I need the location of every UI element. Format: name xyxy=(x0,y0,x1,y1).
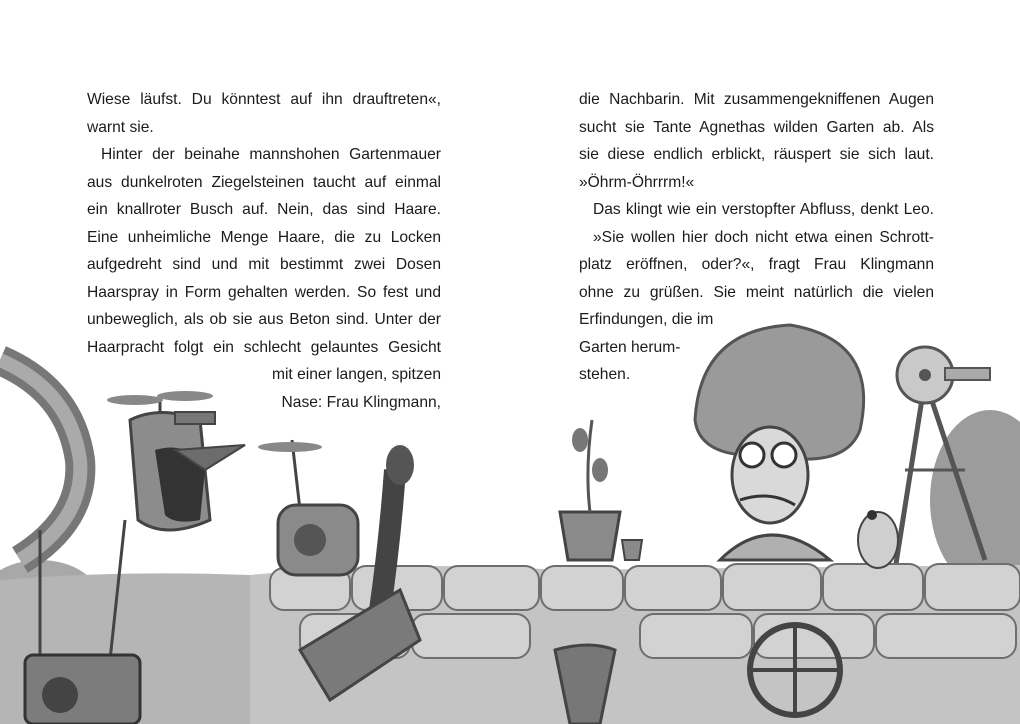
text-line: Eine unheimliche Menge Haare, die zu Locken xyxy=(87,228,441,246)
text-line: aus dunkelroten Ziegelsteinen taucht auf einmal xyxy=(87,173,441,191)
text-line: Nase: Frau Klingmann, xyxy=(281,393,441,411)
text-line: die Nachbarin. Mit zusammengekniffenen Augen xyxy=(579,91,934,108)
right-text-column xyxy=(579,86,934,389)
potted-plant-icon xyxy=(560,420,642,560)
toaster-robot-icon xyxy=(258,440,358,575)
text-line: Garten herum- xyxy=(579,338,681,356)
text-line: sucht sie Tante Agnethas wilden Garten ab. Als xyxy=(579,118,934,136)
left-text-column xyxy=(87,86,441,416)
text-line: platz eröffnen, oder?«, fragt Frau Klingmann xyxy=(579,256,934,273)
bird-icon xyxy=(858,510,898,568)
text-line: warnt sie. xyxy=(87,118,154,136)
text-line: mit einer langen, spitzen xyxy=(271,366,441,383)
text-line: Das klingt wie ein verstopfter Abfluss, denkt Leo. xyxy=(593,201,934,218)
text-line: Erfindungen, die im xyxy=(579,311,714,328)
text-line: ohne zu grüßen. Sie meint natürlich die vielen xyxy=(579,283,934,301)
text-line: Haarpracht folgt ein schlecht gelauntes Gesicht xyxy=(87,338,441,356)
text-line: Hinter der beinahe mannshohen Gartenmauer xyxy=(101,146,441,163)
text-line: Wiese läufst. Du könntest auf ihn drauftreten«, xyxy=(87,91,441,108)
text-line: Haarspray in Form gehalten werden. So fest und xyxy=(87,283,441,301)
text-line: ein knallroter Busch auf. Nein, das sind Haare. xyxy=(87,201,441,218)
text-line: sie diese endlich erblickt, räuspert sie sich laut. xyxy=(579,146,934,163)
steering-wheel-icon xyxy=(750,625,840,715)
brick-wall xyxy=(0,564,1020,724)
text-line: aufgedreht sind und mit bestimmt zwei Dosen xyxy=(87,256,441,273)
text-line: »Sie wollen hier doch nicht etwa einen Schrott- xyxy=(593,228,934,246)
text-line: »Öhrm-Öhrrrm!« xyxy=(579,173,695,191)
text-line: stehen. xyxy=(579,366,631,383)
text-line: unbeweglich, als ob sie aus Beton sind. Unter der xyxy=(87,311,441,328)
